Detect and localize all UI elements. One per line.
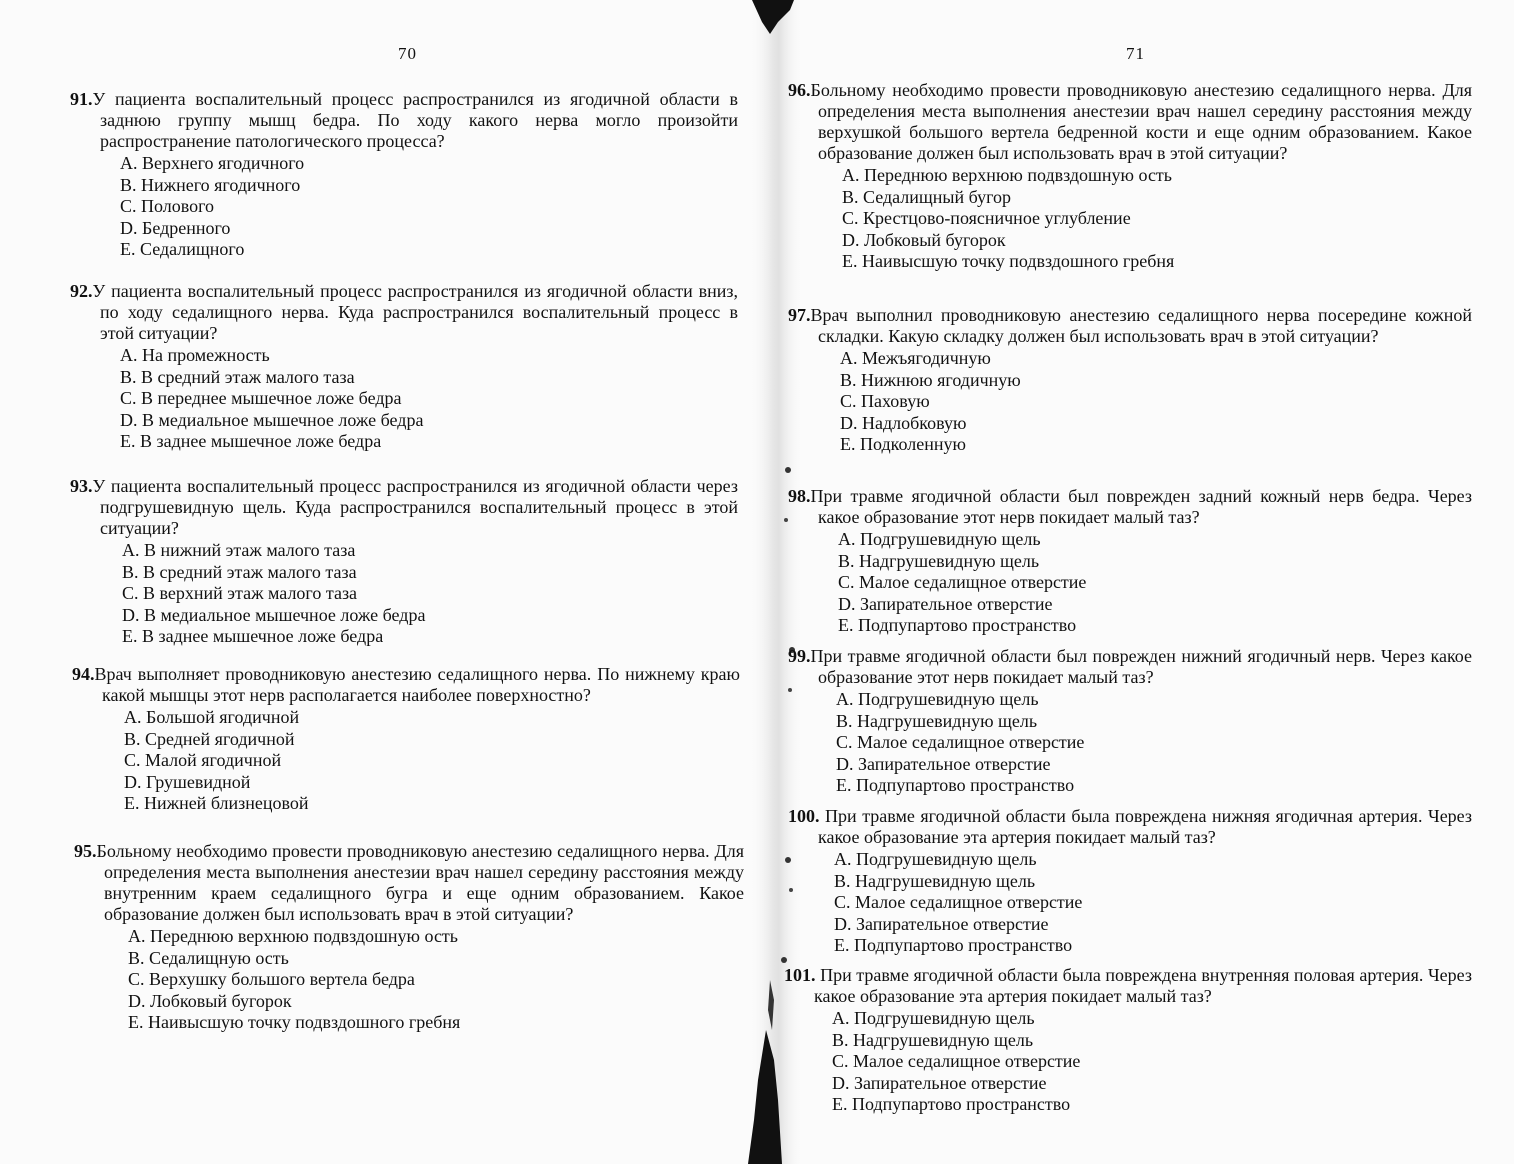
question-number: 93. — [70, 476, 93, 496]
answer-option: Е. Наивысшую точку подвздошного гребня — [842, 251, 1175, 271]
answer-option: D. Бедренного — [120, 217, 231, 238]
answer-option: А. Подгрушевидную щель — [838, 529, 1041, 549]
question-95 — [74, 841, 744, 1034]
question-number: 98. — [788, 486, 811, 506]
question-number: 91. — [70, 89, 93, 109]
answer-option: С. Малое седалищное отверстие — [834, 892, 1083, 912]
answer-option: В. Надгрушевидную щель — [838, 550, 1040, 571]
page-number: 71 — [1126, 44, 1145, 63]
question-97 — [788, 305, 1472, 456]
answer-option: А. Подгрушевидную щель — [834, 849, 1037, 869]
question-96 — [788, 80, 1472, 273]
question-101 — [784, 965, 1472, 1116]
answer-option: А. Большой ягодичной — [124, 707, 300, 727]
answer-option: D. В медиальное мышечное ложе бедра — [122, 604, 426, 625]
answer-option: D. Лобковый бугорок — [128, 990, 292, 1011]
question-number: 99. — [788, 646, 811, 666]
answer-option: А. Переднюю верхнюю подвздошную ость — [128, 926, 459, 946]
answer-options — [120, 345, 738, 453]
answer-options — [832, 1008, 1472, 1116]
answer-option: D. Запирательное отверстие — [832, 1072, 1047, 1093]
question-text: Врач выполняет проводниковую анестезию седалищного нерва. По нижнему краю какой мышцы этот нерв располагается наиболее поверхностно? — [94, 664, 740, 705]
question-text: У пациента воспалительный процесс распространился из ягодичной области через подгрушевидную щель. Куда распространился воспалительный процесс в этой ситуации? — [92, 476, 738, 538]
question-number: 95. — [74, 841, 97, 861]
answer-option: Е. В заднее мышечное ложе бедра — [122, 626, 384, 646]
answer-option: D. Грушевидной — [124, 771, 251, 792]
question-text: При травме ягодичной области была повреждена внутренняя половая артерия. Через какое образование эта артерия покидает малый таз? — [814, 965, 1472, 1006]
answer-options — [836, 689, 1472, 797]
answer-options — [834, 849, 1472, 957]
answer-option: С. Малое седалищное отверстие — [832, 1051, 1081, 1071]
question-number: 100. — [788, 806, 820, 826]
question-text: Больному необходимо провести проводниковую анестезию седалищного нерва. Для определения места выполнения анестезии врач нашел середину расстояния между внутренним краем седалищного бугра и еще одним образованием. Какое образование должен был использовать врач в этой ситуации? — [96, 841, 744, 924]
question-100 — [788, 806, 1472, 957]
question-text: Врач выполнил проводниковую анестезию седалищного нерва посередине кожной складки. Какую складку должен был использовать врач в этой ситуации? — [810, 305, 1472, 346]
right-page — [760, 0, 1514, 1164]
answer-option: С. Крестцово-поясничное углубление — [842, 208, 1131, 228]
answer-option: С. В переднее мышечное ложе бедра — [120, 388, 402, 408]
answer-option: В. Надгрушевидную щель — [836, 710, 1038, 731]
answer-option: С. Полового — [120, 196, 215, 216]
question-number: 92. — [70, 281, 93, 301]
answer-option: Е. Подпупартово пространство — [836, 775, 1075, 795]
question-93 — [70, 476, 738, 648]
question-text: У пациента воспалительный процесс распространился из ягодичной области вниз, по ходу седалищного нерва. Куда распространился воспалительный процесс в этой ситуации? — [92, 281, 738, 343]
answer-option: Е. Наивысшую точку подвздошного гребня — [128, 1012, 461, 1032]
answer-options — [120, 153, 738, 261]
answer-option: А. Подгрушевидную щель — [836, 689, 1039, 709]
answer-options — [840, 348, 1472, 456]
answer-option: Е. Нижней близнецовой — [124, 793, 309, 813]
question-text: Больному необходимо провести проводниковую анестезию седалищного нерва. Для определения места выполнения анестезии врач нашел середину расстояния между верхушкой большого вертела бедренной кости и еще одним образованием. Какое образование должен был использовать врач в этой ситуации? — [810, 80, 1472, 163]
answer-option: В. В средний этаж малого таза — [120, 366, 355, 387]
answer-option: В. Нижнюю ягодичную — [840, 369, 1021, 390]
answer-option: С. Верхушку большого вертела бедра — [128, 969, 415, 989]
answer-option: А. Переднюю верхнюю подвздошную ость — [842, 165, 1173, 185]
question-number: 101. — [784, 965, 816, 985]
question-99 — [788, 646, 1472, 797]
answer-option: В. Седалищную ость — [128, 947, 289, 968]
answer-option: D. В медиальное мышечное ложе бедра — [120, 409, 424, 430]
answer-option: А. На промежность — [120, 345, 270, 365]
answer-option: D. Надлобковую — [840, 412, 967, 433]
answer-option: С. Паховую — [840, 391, 930, 411]
answer-option: С. Малое седалищное отверстие — [836, 732, 1085, 752]
page-number: 70 — [398, 44, 417, 63]
answer-option: А. В нижний этаж малого таза — [122, 540, 356, 560]
answer-option: Е. Подколенную — [840, 434, 966, 454]
answer-option: А. Межъягодичную — [840, 348, 991, 368]
question-number: 94. — [72, 664, 95, 684]
question-94 — [72, 664, 740, 815]
answer-option: Е. В заднее мышечное ложе бедра — [120, 431, 382, 451]
answer-option: В. Средней ягодичной — [124, 728, 295, 749]
question-text: При травме ягодичной области был поврежден нижний ягодичный нерв. Через какое образование этот нерв покидает малый таз? — [810, 646, 1472, 687]
answer-option: С. Малой ягодичной — [124, 750, 282, 770]
answer-option: В. В средний этаж малого таза — [122, 561, 357, 582]
answer-option: Е. Подпупартово пространство — [834, 935, 1073, 955]
answer-options — [122, 540, 738, 648]
answer-options — [124, 707, 740, 815]
answer-options — [842, 165, 1472, 273]
question-92 — [70, 281, 738, 453]
answer-option: А. Подгрушевидную щель — [832, 1008, 1035, 1028]
answer-option: В. Надгрушевидную щель — [834, 870, 1036, 891]
question-text: При травме ягодичной области был поврежден задний кожный нерв бедра. Через какое образование этот нерв покидает малый таз? — [810, 486, 1472, 527]
answer-option: D. Запирательное отверстие — [838, 593, 1053, 614]
answer-option: С. Малое седалищное отверстие — [838, 572, 1087, 592]
answer-option: D. Лобковый бугорок — [842, 229, 1006, 250]
answer-option: В. Надгрушевидную щель — [832, 1029, 1034, 1050]
question-number: 97. — [788, 305, 811, 325]
question-98 — [788, 486, 1472, 637]
answer-option: В. Седалищный бугор — [842, 186, 1012, 207]
answer-option: D. Запирательное отверстие — [836, 753, 1051, 774]
answer-options — [128, 926, 744, 1034]
answer-option: Е. Подпупартово пространство — [832, 1094, 1071, 1114]
answer-option: А. Верхнего ягодичного — [120, 153, 305, 173]
answer-option: Е. Подпупартово пространство — [838, 615, 1077, 635]
question-text: При травме ягодичной области была повреждена нижняя ягодичная артерия. Через какое образование эта артерия покидает малый таз? — [818, 806, 1473, 847]
question-number: 96. — [788, 80, 811, 100]
answer-options — [838, 529, 1472, 637]
answer-option: В. Нижнего ягодичного — [120, 174, 301, 195]
answer-option: С. В верхний этаж малого таза — [122, 583, 358, 603]
question-91 — [70, 89, 738, 261]
question-text: У пациента воспалительный процесс распространился из ягодичной области в заднюю группу мышц бедра. По ходу какого нерва могло произойти распространение патологического процесса? — [92, 89, 738, 151]
answer-option: D. Запирательное отверстие — [834, 913, 1049, 934]
answer-option: Е. Седалищного — [120, 239, 245, 259]
